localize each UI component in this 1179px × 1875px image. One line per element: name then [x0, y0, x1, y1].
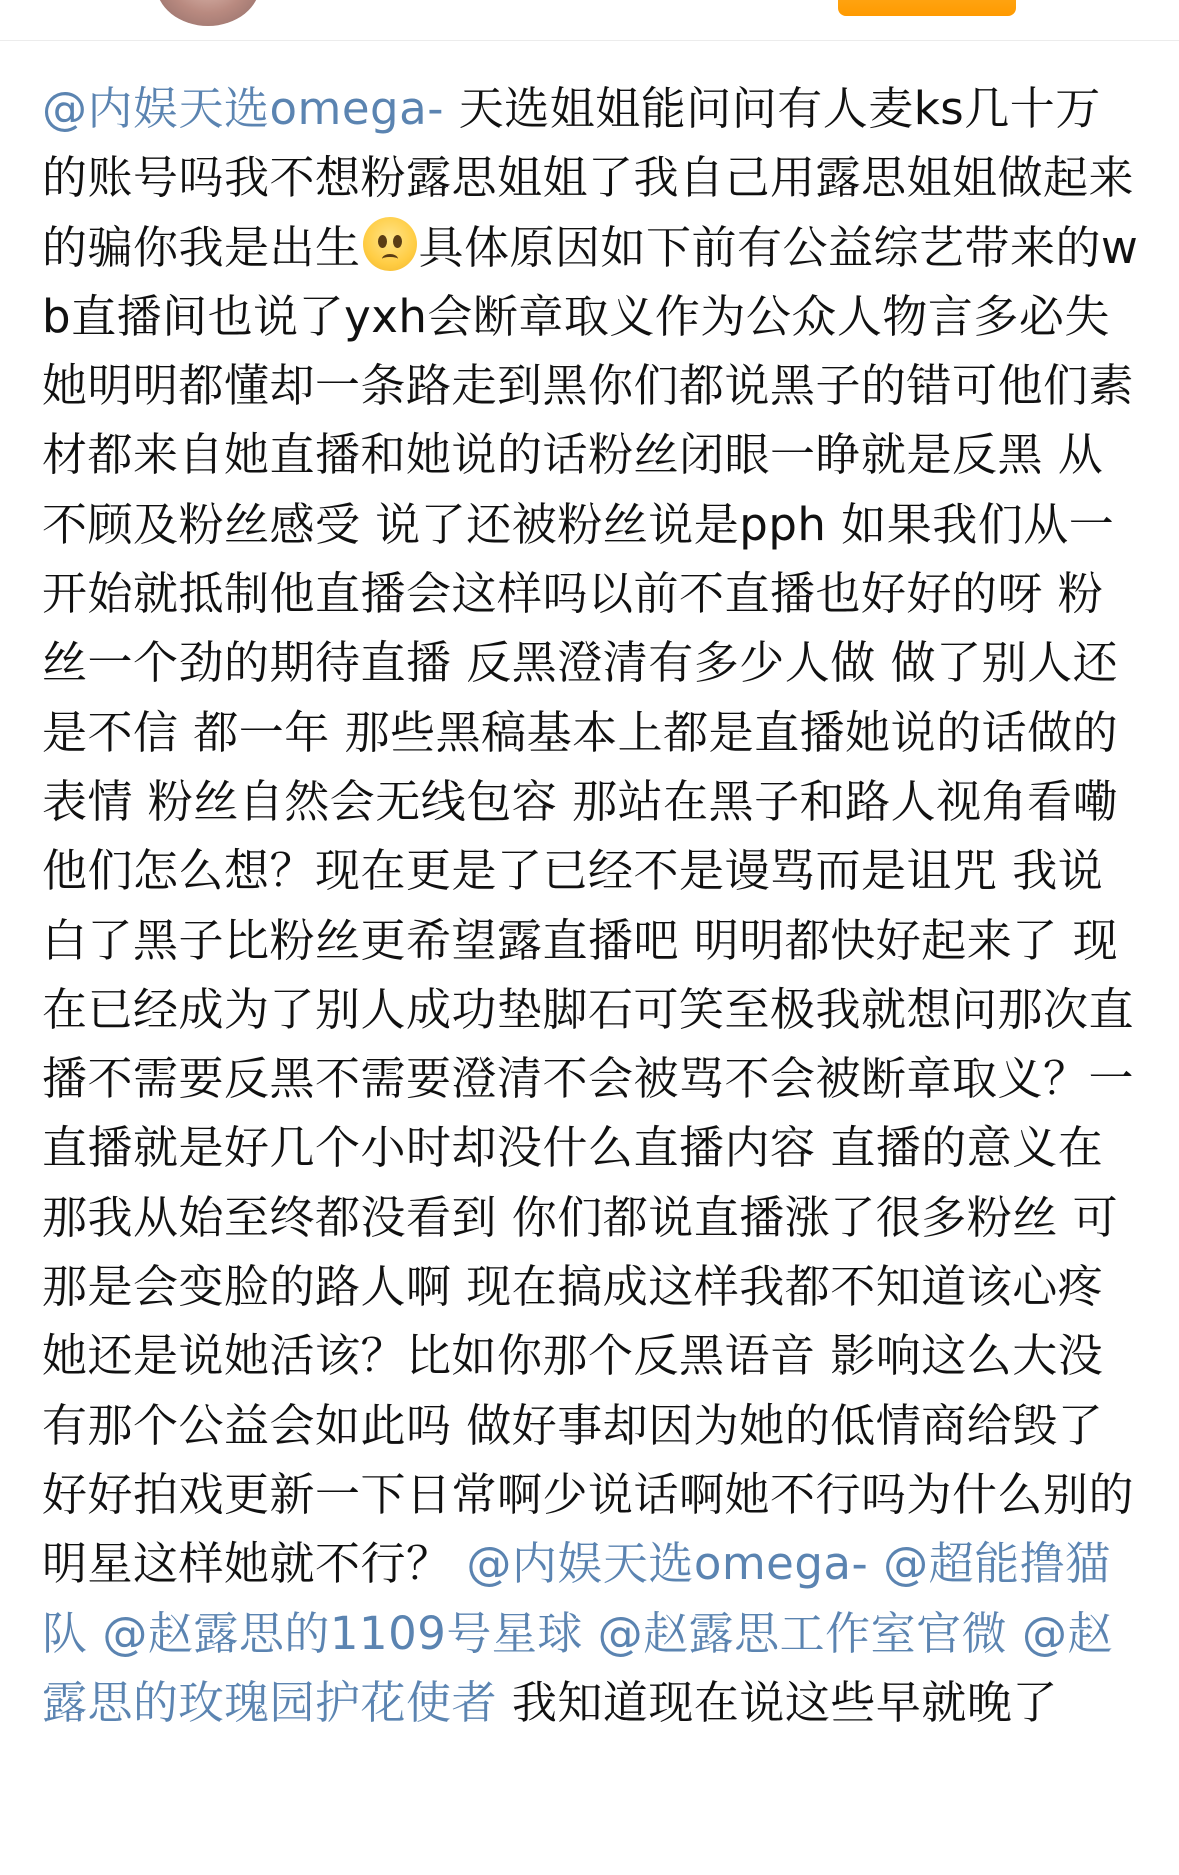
- post-text: [1007, 1607, 1022, 1660]
- post-text: 具体原因如下前有公益综艺带来的wb直播间也说了yxh会断章取义作为公众人物言多必失她明明都懂却一条路走到黑你们都说黑子的错可他们素材都来自她直播和她说的话粉丝闭眼一睁就是反黑 从不顾及粉丝感受 说了还被粉丝说是pph 如果我们从一开始就抵制他直播会这样吗以前不直播也好好的呀 粉丝一个劲的期待直播 反黑澄清有多少人做 做了别人还是不信 都一年 那些黑稿基本上都是直播她说的话做的表情 粉丝自然会无线包容 那站在黑子和路人视角看嘞他们怎么想？现在更是了已经不是谩骂而是诅咒 我说白了黑子比粉丝更希望露直播吧 明明都快好起来了 现在已经成为了别人成功垫脚石可笑至极我就想问那次直播不需要反黑不需要澄清不会被骂不会被断章取义？一直播就是好几个小时却没什么直播内容 直播的意义在那我从始至终都没看到 你们都说直播涨了很多粉丝 可那是会变脸的路人啊 现在搞成这样我都不知道该心疼她还是说她活该？比如你那个反黑语音 影响这么大没有那个公益会如此吗 做好事却因为她的低情商给毁了 好好拍戏更新一下日常啊少说话啊她不行吗为什么别的明星这样她就不行？: [42, 220, 1139, 1591]
- post-text: 我知道现在说这些早就晚了: [497, 1675, 1058, 1729]
- mention-link[interactable]: @赵露思工作室官微: [597, 1606, 1008, 1660]
- post-header: [0, 0, 1179, 41]
- mention-link[interactable]: @内娱天选omega-: [466, 1537, 869, 1591]
- post-text: [583, 1607, 598, 1660]
- follow-button[interactable]: [838, 0, 1016, 16]
- post-text: [88, 1607, 103, 1660]
- post-text: 天选姐姐能问问有人麦ks几十万的账号吗我不想粉露思姐姐了我自己用露思姐姐做起来的骗你我是出生: [42, 82, 1135, 274]
- mention-link[interactable]: @超能撸猫队: [42, 1537, 1111, 1660]
- post-text: [868, 1537, 883, 1590]
- post-body: [42, 74, 1142, 1737]
- avatar[interactable]: [156, 0, 260, 26]
- pleading-face-emoji-icon: [363, 217, 417, 271]
- mention-link[interactable]: @内娱天选omega-: [42, 82, 444, 135]
- mention-link[interactable]: @赵露思的1109号星球: [102, 1606, 583, 1660]
- mention-link[interactable]: @赵露思的玫瑰园护花使者: [42, 1606, 1114, 1729]
